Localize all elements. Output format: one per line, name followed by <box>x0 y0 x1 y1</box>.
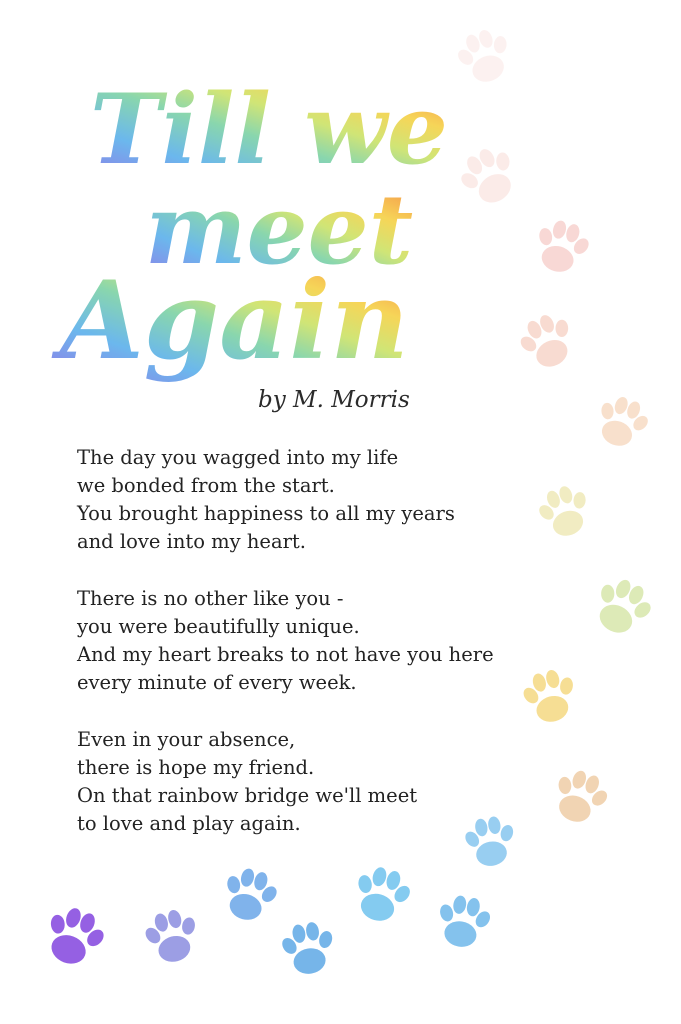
author-byline: by M. Morris <box>258 387 410 413</box>
poem-line: You brought happiness to all my years <box>77 502 455 525</box>
poem-line: Even in your absence, <box>77 728 296 751</box>
paw-print-icon <box>517 665 584 728</box>
poem-line: And my heart breaks to not have you here <box>77 643 494 666</box>
poem-line: you were beautifully unique. <box>77 615 360 638</box>
paw-print-icon <box>546 764 616 831</box>
title-lettering-art <box>40 58 460 418</box>
paw-print-icon <box>585 571 660 643</box>
paw-print-icon <box>277 919 340 978</box>
poem-stanza <box>77 726 517 838</box>
poem-line: every minute of every week. <box>77 671 357 694</box>
paw-print-icon <box>37 901 113 973</box>
poem-stanza <box>77 585 517 697</box>
title-word-1: Till we <box>90 73 448 186</box>
paw-print-icon <box>450 23 520 90</box>
poem-line: There is no other like you - <box>77 587 344 610</box>
paw-print-icon <box>139 905 206 968</box>
poem-line: and love into my heart. <box>77 530 306 553</box>
poem-line: On that rainbow bridge we'll meet <box>77 784 418 807</box>
paw-print-icon <box>347 862 417 928</box>
poem-line: to love and play again. <box>77 812 301 835</box>
paw-print-icon <box>512 307 584 376</box>
poem-line: there is hope my friend. <box>77 756 315 779</box>
paw-print-icon <box>532 480 598 544</box>
poem-line: we bonded from the start. <box>77 474 335 497</box>
paw-print-icon <box>589 390 655 454</box>
paw-print-icon <box>432 892 495 951</box>
paw-print-icon <box>529 215 596 278</box>
title-word-3: Again <box>60 258 409 384</box>
paw-print-icon <box>451 139 528 214</box>
poem-line: The day you wagged into my life <box>77 446 399 469</box>
poem-stanza <box>77 444 517 556</box>
title-word-2: meet <box>145 173 414 286</box>
title-lettering <box>40 58 460 418</box>
poem-body <box>77 444 517 867</box>
paw-print-icon <box>217 863 284 926</box>
